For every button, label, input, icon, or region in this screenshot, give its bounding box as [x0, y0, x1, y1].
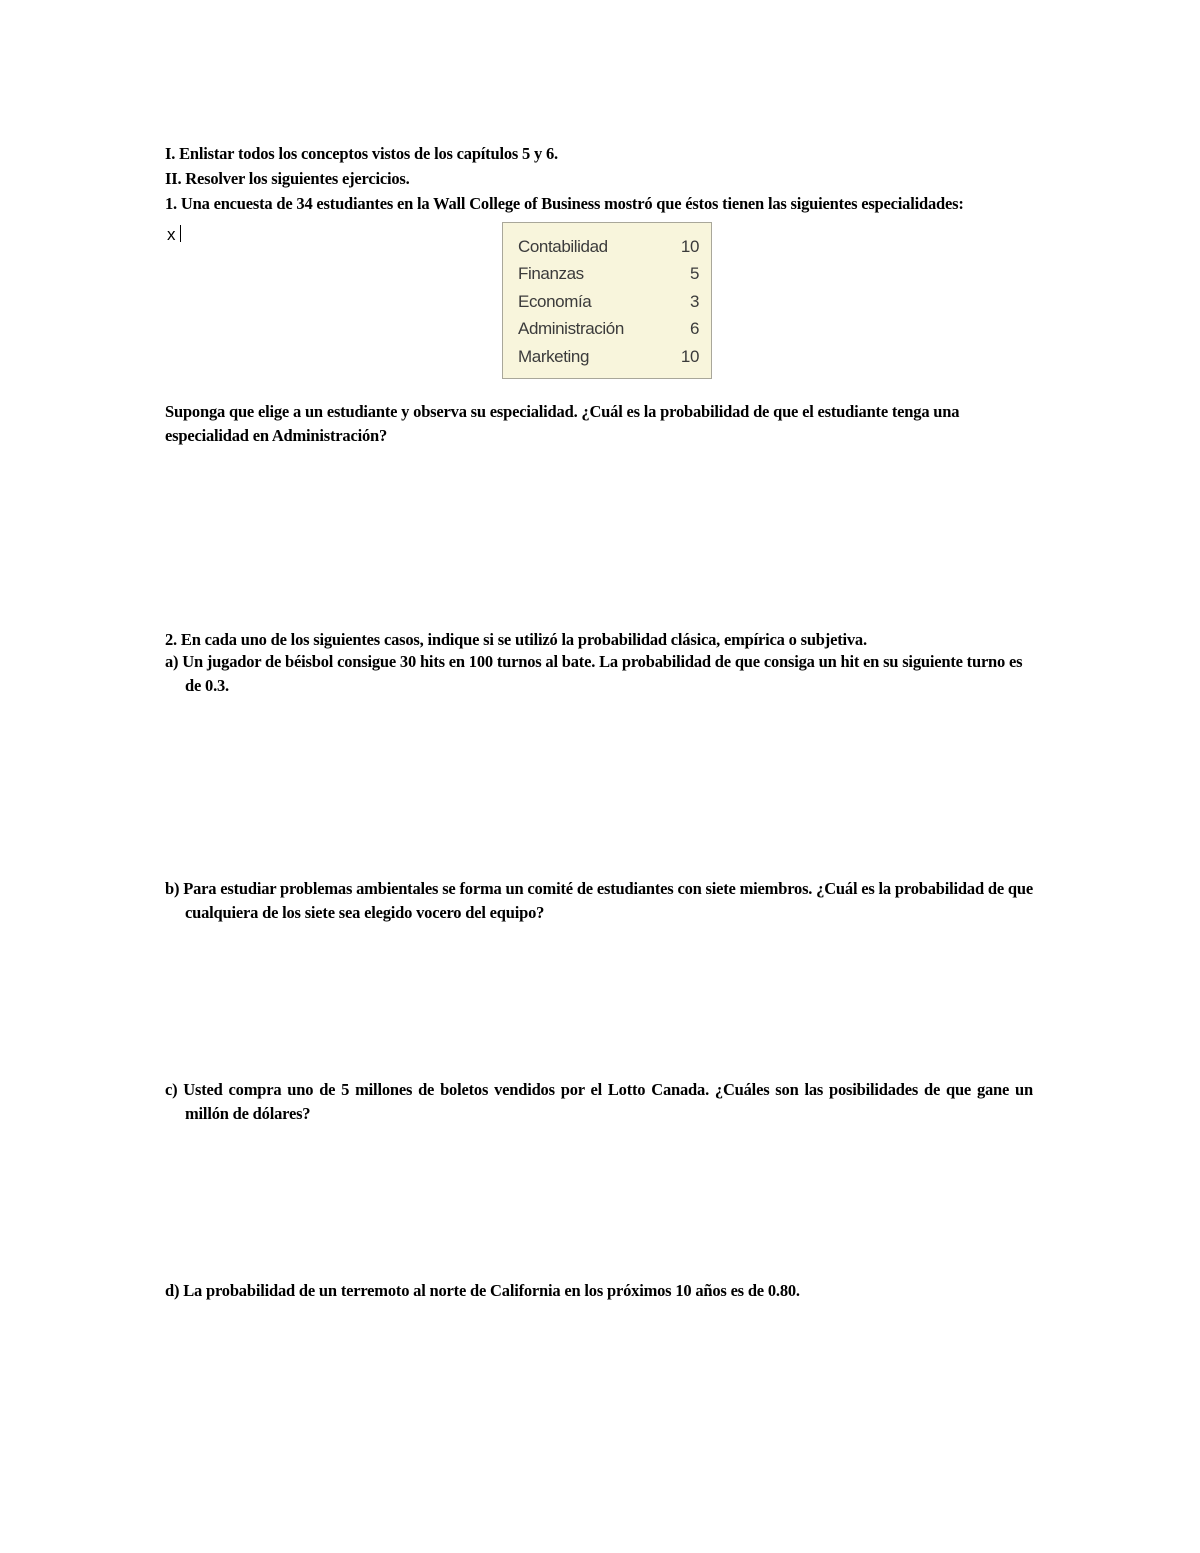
table-row-value: 5: [689, 264, 699, 284]
exercise-2-intro: 2. En cada uno de los siguientes casos, indique si se utilizó la probabilidad clásica, empírica o subjetiva.: [165, 630, 867, 649]
table-row: [518, 343, 699, 370]
table-row-label: Contabilidad: [518, 237, 608, 256]
table-row: [518, 233, 699, 260]
specialties-table: [502, 222, 712, 379]
table-row-value: 6: [689, 319, 699, 339]
instruction-item-ii: II. Resolver los siguientes ejercicios.: [165, 169, 410, 188]
exercise-2-case-c: c) Usted compra uno de 5 millones de boletos vendidos por el Lotto Canada. ¿Cuáles son las posibilidades de que gane un millón de dólares?: [165, 1080, 1033, 1123]
table-row-label: Economía: [518, 291, 592, 311]
instruction-item-i: I. Enlistar todos los conceptos vistos de los capítulos 5 y 6.: [165, 144, 558, 163]
exercise-1-question: Suponga que elige a un estudiante y observa su especialidad. ¿Cuál es la probabilidad de que el estudiante tenga una especialidad en Administración?: [165, 402, 960, 445]
table-row: [518, 288, 699, 315]
exercise-2-case-a: a) Un jugador de béisbol consigue 30 hits en 100 turnos al bate. La probabilidad de que consiga un hit en su siguiente turno es de 0.3.: [165, 652, 1023, 695]
table-row-value: 3: [689, 291, 699, 311]
table-row-label: Finanzas: [518, 264, 584, 284]
table-row: [518, 260, 699, 287]
table-row-label: Administración: [518, 319, 624, 339]
table-row-label: Marketing: [518, 346, 590, 366]
exercise-2-case-b: b) Para estudiar problemas ambientales se forma un comité de estudiantes con siete miembros. ¿Cuál es la probabilidad de que cualquiera de los siete sea elegido vocero del equipo?: [165, 879, 1033, 922]
table-row-value: 10: [680, 346, 699, 366]
exercise-1-intro: 1. Una encuesta de 34 estudiantes en la Wall College of Business mostró que éstos tienen las siguientes especialidades:: [165, 194, 964, 213]
stray-mark-text: x: [167, 225, 176, 244]
text-cursor: [180, 225, 181, 242]
table-row: [518, 315, 699, 342]
stray-mark: [167, 224, 181, 246]
table-row-value: 10: [680, 237, 699, 256]
exercise-2-case-d: d) La probabilidad de un terremoto al norte de California en los próximos 10 años es de 0.80.: [165, 1281, 800, 1300]
